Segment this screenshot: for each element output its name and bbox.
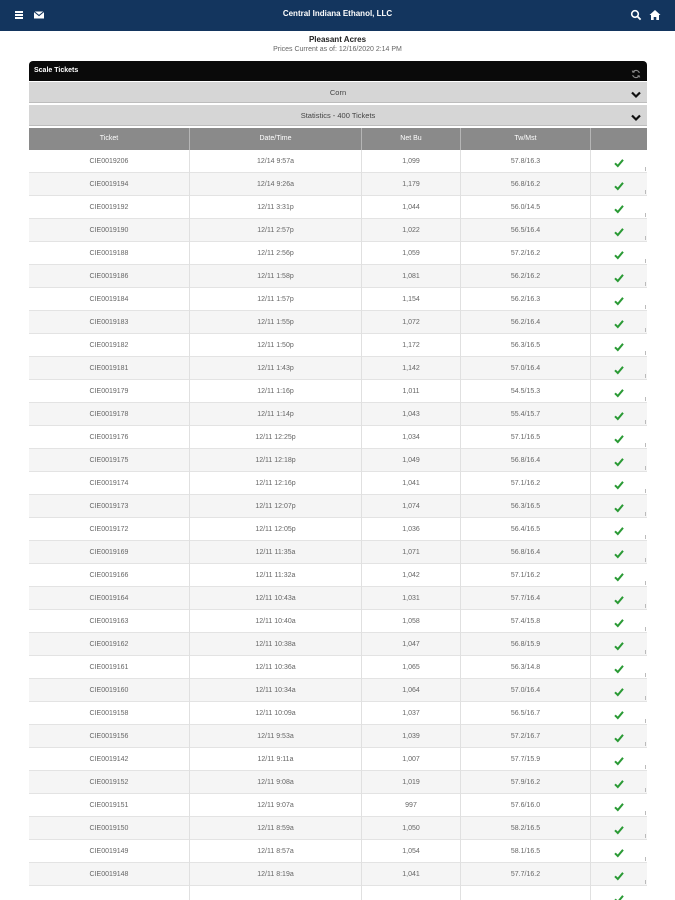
check-icon <box>614 592 624 602</box>
table-row[interactable] <box>29 725 647 748</box>
check-icon <box>614 155 624 165</box>
check-icon <box>614 569 624 579</box>
tw-mst-cell: 56.0/14.5 <box>461 196 591 219</box>
ticket-cell: CIE0019179 <box>29 380 190 403</box>
status-cell <box>591 840 647 863</box>
ticket-cell: CIE0019192 <box>29 196 190 219</box>
row-grip <box>643 650 646 654</box>
tw-mst-cell: 56.3/16.5 <box>461 495 591 518</box>
status-cell <box>591 472 647 495</box>
datetime-cell: 12/11 12:07p <box>190 495 362 518</box>
scale-tickets-title: Scale Tickets <box>34 67 79 74</box>
check-icon <box>614 684 624 694</box>
datetime-cell: 12/11 12:16p <box>190 472 362 495</box>
status-cell <box>591 587 647 610</box>
ticket-cell: CIE0019158 <box>29 702 190 725</box>
table-row[interactable] <box>29 817 647 840</box>
datetime-cell: 12/11 10:40a <box>190 610 362 633</box>
table-row[interactable] <box>29 265 647 288</box>
row-grip <box>643 535 646 539</box>
ticket-cell: CIE0019166 <box>29 564 190 587</box>
ticket-cell: CIE0019183 <box>29 311 190 334</box>
datetime-cell: 12/11 12:05p <box>190 518 362 541</box>
table-row[interactable] <box>29 794 647 817</box>
ticket-cell: CIE0019206 <box>29 150 190 173</box>
tw-mst-cell: 57.7/16.4 <box>461 587 591 610</box>
status-cell <box>591 219 647 242</box>
tw-mst-cell: 56.8/16.4 <box>461 449 591 472</box>
net-bu-cell: 1,058 <box>362 610 461 633</box>
status-cell <box>591 794 647 817</box>
status-cell <box>591 242 647 265</box>
status-cell <box>591 495 647 518</box>
table-row[interactable] <box>29 219 647 242</box>
ticket-cell: CIE0019194 <box>29 173 190 196</box>
column-header-ticket[interactable]: Ticket <box>29 128 190 150</box>
net-bu-cell: 1,172 <box>362 334 461 357</box>
table-row[interactable] <box>29 288 647 311</box>
net-bu-cell: 1,036 <box>362 518 461 541</box>
status-cell <box>591 679 647 702</box>
tw-mst-cell: 58.2/16.5 <box>461 817 591 840</box>
table-row[interactable] <box>29 610 647 633</box>
ticket-cell: CIE0019160 <box>29 679 190 702</box>
tw-mst-cell: 56.8/16.4 <box>461 541 591 564</box>
column-header-tw-mst[interactable]: Tw/Mst <box>461 128 591 150</box>
ticket-cell: CIE0019178 <box>29 403 190 426</box>
row-grip <box>643 213 646 217</box>
chevron-down-icon <box>630 87 642 97</box>
check-icon <box>614 868 624 878</box>
tw-mst-cell: 57.2/16.2 <box>461 242 591 265</box>
ticket-cell: CIE0019148 <box>29 863 190 886</box>
datetime-cell: 12/11 1:14p <box>190 403 362 426</box>
check-icon <box>614 178 624 188</box>
statistics-toggle[interactable] <box>29 105 647 126</box>
datetime-cell: 12/11 9:07a <box>190 794 362 817</box>
ticket-cell: CIE0019181 <box>29 357 190 380</box>
net-bu-cell: 1,081 <box>362 265 461 288</box>
row-grip <box>643 834 646 838</box>
row-grip <box>643 742 646 746</box>
status-cell <box>591 656 647 679</box>
ticket-cell: CIE0019156 <box>29 725 190 748</box>
ticket-cell: CIE0019176 <box>29 426 190 449</box>
datetime-cell: 12/11 9:53a <box>190 725 362 748</box>
table-row[interactable] <box>29 679 647 702</box>
ticket-cell: CIE0019186 <box>29 265 190 288</box>
column-header-net-bu[interactable]: Net Bu <box>362 128 461 150</box>
check-icon <box>614 638 624 648</box>
table-row[interactable] <box>29 886 647 900</box>
row-grip <box>643 719 646 723</box>
refresh-icon[interactable] <box>631 66 641 76</box>
status-cell <box>591 863 647 886</box>
row-grip <box>643 581 646 585</box>
check-icon <box>614 224 624 234</box>
ticket-cell: CIE0019182 <box>29 334 190 357</box>
statistics-label: Statistics - 400 Tickets <box>300 111 376 120</box>
table-row[interactable] <box>29 702 647 725</box>
check-icon <box>614 385 624 395</box>
row-grip <box>643 236 646 240</box>
tw-mst-cell: 57.1/16.2 <box>461 472 591 495</box>
net-bu-cell: 1,041 <box>362 863 461 886</box>
status-cell <box>591 886 647 900</box>
datetime-cell: 12/11 1:55p <box>190 311 362 334</box>
status-cell <box>591 541 647 564</box>
row-grip <box>643 167 646 171</box>
account-name: Pleasant Acres <box>308 35 367 44</box>
table-row[interactable] <box>29 564 647 587</box>
check-icon <box>614 776 624 786</box>
datetime-cell: 12/11 1:58p <box>190 265 362 288</box>
row-grip <box>643 627 646 631</box>
check-icon <box>614 845 624 855</box>
table-row[interactable] <box>29 656 647 679</box>
net-bu-cell: 1,059 <box>362 242 461 265</box>
search-icon[interactable] <box>630 8 644 22</box>
app-title: Central Indiana Ethanol, LLC <box>282 9 393 18</box>
datetime-cell: 12/11 12:18p <box>190 449 362 472</box>
table-row[interactable] <box>29 357 647 380</box>
row-grip <box>643 673 646 677</box>
status-cell <box>591 748 647 771</box>
net-bu-cell: 1,074 <box>362 495 461 518</box>
row-grip <box>643 351 646 355</box>
tw-mst-cell: 57.1/16.2 <box>461 564 591 587</box>
datetime-cell: 12/11 11:32a <box>190 564 362 587</box>
status-cell <box>591 265 647 288</box>
row-grip <box>643 305 646 309</box>
status-cell <box>591 771 647 794</box>
tw-mst-cell: 57.9/16.2 <box>461 771 591 794</box>
commodity-selector[interactable] <box>29 82 647 103</box>
row-grip <box>643 604 646 608</box>
tw-mst-cell: 54.5/15.3 <box>461 380 591 403</box>
check-icon <box>614 362 624 372</box>
check-icon <box>614 707 624 717</box>
datetime-cell: 12/11 1:43p <box>190 357 362 380</box>
table-row[interactable] <box>29 541 647 564</box>
tw-mst-cell: 57.7/15.9 <box>461 748 591 771</box>
row-grip <box>643 282 646 286</box>
tw-mst-cell: 57.8/16.3 <box>461 150 591 173</box>
check-icon <box>614 293 624 303</box>
datetime-cell: 12/11 8:19a <box>190 863 362 886</box>
status-cell <box>591 610 647 633</box>
table-row[interactable] <box>29 242 647 265</box>
row-grip <box>643 857 646 861</box>
status-cell <box>591 449 647 472</box>
ticket-cell <box>29 886 190 900</box>
check-icon <box>614 477 624 487</box>
table-row[interactable] <box>29 633 647 656</box>
net-bu-cell: 1,054 <box>362 840 461 863</box>
row-grip <box>643 374 646 378</box>
row-grip <box>643 443 646 447</box>
ticket-cell: CIE0019174 <box>29 472 190 495</box>
datetime-cell: 12/11 8:57a <box>190 840 362 863</box>
tw-mst-cell: 56.3/14.8 <box>461 656 591 679</box>
datetime-cell: 12/11 11:35a <box>190 541 362 564</box>
status-cell <box>591 518 647 541</box>
net-bu-cell: 1,007 <box>362 748 461 771</box>
tw-mst-cell: 56.2/16.3 <box>461 288 591 311</box>
check-icon <box>614 753 624 763</box>
check-icon <box>614 730 624 740</box>
table-row[interactable] <box>29 173 647 196</box>
check-icon <box>614 454 624 464</box>
net-bu-cell: 1,044 <box>362 196 461 219</box>
status-cell <box>591 403 647 426</box>
net-bu-cell: 1,042 <box>362 564 461 587</box>
tw-mst-cell: 56.2/16.4 <box>461 311 591 334</box>
tw-mst-cell: 56.8/15.9 <box>461 633 591 656</box>
chevron-down-icon <box>630 110 642 120</box>
check-icon <box>614 270 624 280</box>
table-row[interactable] <box>29 150 647 173</box>
ticket-cell: CIE0019152 <box>29 771 190 794</box>
tw-mst-cell: 56.4/16.5 <box>461 518 591 541</box>
check-icon <box>614 408 624 418</box>
tw-mst-cell: 58.1/16.5 <box>461 840 591 863</box>
row-grip <box>643 788 646 792</box>
net-bu-cell: 1,071 <box>362 541 461 564</box>
datetime-cell: 12/11 2:56p <box>190 242 362 265</box>
datetime-cell: 12/14 9:57a <box>190 150 362 173</box>
check-icon <box>614 247 624 257</box>
net-bu-cell <box>362 886 461 900</box>
check-icon <box>614 431 624 441</box>
table-row[interactable] <box>29 311 647 334</box>
tw-mst-cell: 57.6/16.0 <box>461 794 591 817</box>
row-grip <box>643 489 646 493</box>
home-icon[interactable] <box>649 8 663 22</box>
row-grip <box>643 880 646 884</box>
status-cell <box>591 725 647 748</box>
table-row[interactable] <box>29 403 647 426</box>
datetime-cell: 12/11 12:25p <box>190 426 362 449</box>
datetime-cell: 12/11 10:38a <box>190 633 362 656</box>
table-row[interactable] <box>29 426 647 449</box>
table-row[interactable] <box>29 748 647 771</box>
net-bu-cell: 1,099 <box>362 150 461 173</box>
datetime-cell: 12/11 1:50p <box>190 334 362 357</box>
net-bu-cell: 1,049 <box>362 449 461 472</box>
ticket-cell: CIE0019184 <box>29 288 190 311</box>
net-bu-cell: 1,064 <box>362 679 461 702</box>
status-cell <box>591 380 647 403</box>
datetime-cell: 12/11 8:59a <box>190 817 362 840</box>
column-header-datetime[interactable]: Date/Time <box>190 128 362 150</box>
net-bu-cell: 1,047 <box>362 633 461 656</box>
datetime-cell: 12/11 10:36a <box>190 656 362 679</box>
ticket-cell: CIE0019162 <box>29 633 190 656</box>
net-bu-cell: 1,022 <box>362 219 461 242</box>
check-icon <box>614 615 624 625</box>
row-grip <box>643 512 646 516</box>
net-bu-cell: 1,011 <box>362 380 461 403</box>
status-cell <box>591 817 647 840</box>
prices-current-text: Prices Current as of: 12/16/2020 2:14 PM <box>273 46 402 53</box>
tw-mst-cell <box>461 886 591 900</box>
table-row[interactable] <box>29 334 647 357</box>
ticket-cell: CIE0019175 <box>29 449 190 472</box>
check-icon <box>614 500 624 510</box>
datetime-cell <box>190 886 362 900</box>
ticket-cell: CIE0019172 <box>29 518 190 541</box>
net-bu-cell: 1,037 <box>362 702 461 725</box>
check-icon <box>614 201 624 211</box>
table-row[interactable] <box>29 840 647 863</box>
check-icon <box>614 523 624 533</box>
check-icon <box>614 799 624 809</box>
row-grip <box>643 397 646 401</box>
datetime-cell: 12/11 1:57p <box>190 288 362 311</box>
datetime-cell: 12/11 10:09a <box>190 702 362 725</box>
table-row[interactable] <box>29 495 647 518</box>
status-cell <box>591 357 647 380</box>
row-grip <box>643 420 646 424</box>
status-cell <box>591 702 647 725</box>
tw-mst-cell: 56.2/16.2 <box>461 265 591 288</box>
net-bu-cell: 1,065 <box>362 656 461 679</box>
datetime-cell: 12/11 10:43a <box>190 587 362 610</box>
tw-mst-cell: 56.5/16.7 <box>461 702 591 725</box>
tw-mst-cell: 57.0/16.4 <box>461 679 591 702</box>
top-navigation-bar <box>0 0 675 31</box>
table-row[interactable] <box>29 380 647 403</box>
table-row[interactable] <box>29 196 647 219</box>
ticket-cell: CIE0019169 <box>29 541 190 564</box>
ticket-cell: CIE0019173 <box>29 495 190 518</box>
table-row[interactable] <box>29 472 647 495</box>
net-bu-cell: 1,031 <box>362 587 461 610</box>
ticket-cell: CIE0019163 <box>29 610 190 633</box>
ticket-cell: CIE0019149 <box>29 840 190 863</box>
datetime-cell: 12/14 9:26a <box>190 173 362 196</box>
status-cell <box>591 288 647 311</box>
net-bu-cell: 1,034 <box>362 426 461 449</box>
table-row[interactable] <box>29 518 647 541</box>
status-cell <box>591 150 647 173</box>
ticket-cell: CIE0019188 <box>29 242 190 265</box>
tw-mst-cell: 56.3/16.5 <box>461 334 591 357</box>
account-header <box>0 31 675 60</box>
net-bu-cell: 1,039 <box>362 725 461 748</box>
net-bu-cell: 1,041 <box>362 472 461 495</box>
status-cell <box>591 334 647 357</box>
row-grip <box>643 765 646 769</box>
ticket-cell: CIE0019142 <box>29 748 190 771</box>
row-grip <box>643 328 646 332</box>
net-bu-cell: 997 <box>362 794 461 817</box>
status-cell <box>591 426 647 449</box>
tw-mst-cell: 57.2/16.7 <box>461 725 591 748</box>
ticket-cell: CIE0019151 <box>29 794 190 817</box>
check-icon <box>614 661 624 671</box>
ticket-cell: CIE0019164 <box>29 587 190 610</box>
datetime-cell: 12/11 9:11a <box>190 748 362 771</box>
table-header <box>29 128 647 150</box>
ticket-cell: CIE0019150 <box>29 817 190 840</box>
net-bu-cell: 1,019 <box>362 771 461 794</box>
datetime-cell: 12/11 1:16p <box>190 380 362 403</box>
tw-mst-cell: 57.7/16.2 <box>461 863 591 886</box>
scale-tickets-table <box>29 128 647 900</box>
row-grip <box>643 190 646 194</box>
datetime-cell: 12/11 9:08a <box>190 771 362 794</box>
column-header-status <box>591 128 647 150</box>
net-bu-cell: 1,043 <box>362 403 461 426</box>
status-cell <box>591 196 647 219</box>
net-bu-cell: 1,179 <box>362 173 461 196</box>
check-icon <box>614 339 624 349</box>
datetime-cell: 12/11 2:57p <box>190 219 362 242</box>
table-row[interactable] <box>29 863 647 886</box>
tw-mst-cell: 55.4/15.7 <box>461 403 591 426</box>
tw-mst-cell: 57.4/15.8 <box>461 610 591 633</box>
row-grip <box>643 259 646 263</box>
row-grip <box>643 811 646 815</box>
commodity-label: Corn <box>329 88 347 97</box>
tw-mst-cell: 56.5/16.4 <box>461 219 591 242</box>
table-row[interactable] <box>29 771 647 794</box>
scale-tickets-header <box>29 61 647 81</box>
row-grip <box>643 558 646 562</box>
net-bu-cell: 1,072 <box>362 311 461 334</box>
check-icon <box>614 316 624 326</box>
net-bu-cell: 1,154 <box>362 288 461 311</box>
table-row[interactable] <box>29 587 647 610</box>
net-bu-cell: 1,050 <box>362 817 461 840</box>
ticket-cell: CIE0019161 <box>29 656 190 679</box>
datetime-cell: 12/11 3:31p <box>190 196 362 219</box>
status-cell <box>591 173 647 196</box>
tw-mst-cell: 56.8/16.2 <box>461 173 591 196</box>
status-cell <box>591 311 647 334</box>
check-icon <box>614 891 624 900</box>
row-grip <box>643 466 646 470</box>
table-row[interactable] <box>29 449 647 472</box>
check-icon <box>614 546 624 556</box>
status-cell <box>591 564 647 587</box>
ticket-cell: CIE0019190 <box>29 219 190 242</box>
status-cell <box>591 633 647 656</box>
tw-mst-cell: 57.1/16.5 <box>461 426 591 449</box>
check-icon <box>614 822 624 832</box>
datetime-cell: 12/11 10:34a <box>190 679 362 702</box>
tw-mst-cell: 57.0/16.4 <box>461 357 591 380</box>
row-grip <box>643 696 646 700</box>
net-bu-cell: 1,142 <box>362 357 461 380</box>
